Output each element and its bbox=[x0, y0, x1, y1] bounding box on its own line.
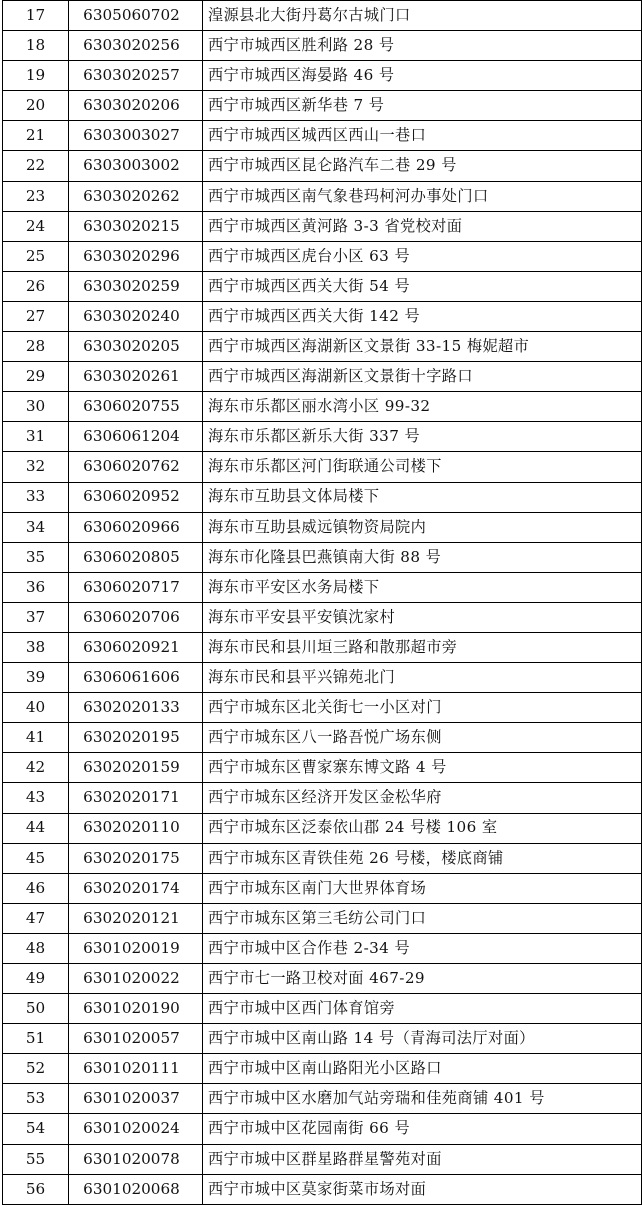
address-cell: 海东市民和县川垣三路和散那超市旁 bbox=[203, 632, 642, 662]
address-cell: 西宁市城东区青铁佳苑 26 号楼，楼底商铺 bbox=[203, 843, 642, 873]
row-number-cell: 48 bbox=[3, 933, 69, 963]
table-row bbox=[3, 1054, 642, 1084]
address-cell: 西宁市城西区海湖新区文景街十字路口 bbox=[203, 362, 642, 392]
table-row bbox=[3, 1174, 642, 1204]
table-row bbox=[3, 91, 642, 121]
table-row bbox=[3, 1084, 642, 1114]
address-cell: 西宁市城西区黄河路 3-3 省党校对面 bbox=[203, 211, 642, 241]
row-number-cell: 47 bbox=[3, 903, 69, 933]
table-row bbox=[3, 933, 642, 963]
station-code-cell: 6303020240 bbox=[69, 301, 203, 331]
address-cell: 海东市乐都区河门街联通公司楼下 bbox=[203, 452, 642, 482]
table-row bbox=[3, 422, 642, 452]
table-row bbox=[3, 903, 642, 933]
station-code-cell: 6301020068 bbox=[69, 1174, 203, 1204]
table-row bbox=[3, 663, 642, 693]
station-code-cell: 6303020205 bbox=[69, 332, 203, 362]
station-code-cell: 6302020133 bbox=[69, 693, 203, 723]
station-code-cell: 6306061204 bbox=[69, 422, 203, 452]
station-code-cell: 6303003002 bbox=[69, 151, 203, 181]
address-cell: 西宁市城中区群星路群星警苑对面 bbox=[203, 1144, 642, 1174]
row-number-cell: 40 bbox=[3, 693, 69, 723]
row-number-cell: 51 bbox=[3, 1024, 69, 1054]
table-row bbox=[3, 632, 642, 662]
table-row bbox=[3, 181, 642, 211]
address-cell: 西宁市城东区北关街七一小区对门 bbox=[203, 693, 642, 723]
address-cell: 西宁市城中区南山路 14 号（青海司法厅对面） bbox=[203, 1024, 642, 1054]
station-code-cell: 6303020206 bbox=[69, 91, 203, 121]
row-number-cell: 56 bbox=[3, 1174, 69, 1204]
row-number-cell: 37 bbox=[3, 602, 69, 632]
address-cell: 海东市化隆县巴燕镇南大街 88 号 bbox=[203, 542, 642, 572]
address-cell: 湟源县北大街丹葛尔古城门口 bbox=[203, 1, 642, 31]
table-row bbox=[3, 783, 642, 813]
row-number-cell: 49 bbox=[3, 964, 69, 994]
station-code-cell: 6306020762 bbox=[69, 452, 203, 482]
station-code-cell: 6301020078 bbox=[69, 1144, 203, 1174]
table-row bbox=[3, 392, 642, 422]
station-code-cell: 6306020706 bbox=[69, 602, 203, 632]
station-code-cell: 6303020257 bbox=[69, 61, 203, 91]
station-code-cell: 6302020159 bbox=[69, 753, 203, 783]
table-row bbox=[3, 542, 642, 572]
row-number-cell: 25 bbox=[3, 241, 69, 271]
station-code-cell: 6305060702 bbox=[69, 1, 203, 31]
station-code-cell: 6303020259 bbox=[69, 271, 203, 301]
station-code-cell: 6301020190 bbox=[69, 994, 203, 1024]
station-code-cell: 6302020171 bbox=[69, 783, 203, 813]
table-row bbox=[3, 362, 642, 392]
address-cell: 海东市乐都区新乐大街 337 号 bbox=[203, 422, 642, 452]
row-number-cell: 19 bbox=[3, 61, 69, 91]
address-cell: 西宁市城西区新华巷 7 号 bbox=[203, 91, 642, 121]
station-code-cell: 6303003027 bbox=[69, 121, 203, 151]
row-number-cell: 21 bbox=[3, 121, 69, 151]
address-cell: 西宁市城西区海湖新区文景街 33-15 梅妮超市 bbox=[203, 332, 642, 362]
address-cell: 西宁市七一路卫校对面 467-29 bbox=[203, 964, 642, 994]
station-code-cell: 6306020952 bbox=[69, 482, 203, 512]
row-number-cell: 41 bbox=[3, 723, 69, 753]
table-row bbox=[3, 61, 642, 91]
table-row bbox=[3, 602, 642, 632]
row-number-cell: 31 bbox=[3, 422, 69, 452]
address-cell: 海东市互助县威远镇物资局院内 bbox=[203, 512, 642, 542]
station-code-cell: 6301020024 bbox=[69, 1114, 203, 1144]
row-number-cell: 24 bbox=[3, 211, 69, 241]
address-cell: 西宁市城西区虎台小区 63 号 bbox=[203, 241, 642, 271]
row-number-cell: 54 bbox=[3, 1114, 69, 1144]
station-code-cell: 6306061606 bbox=[69, 663, 203, 693]
station-code-cell: 6306020805 bbox=[69, 542, 203, 572]
table-row bbox=[3, 301, 642, 331]
address-cell: 西宁市城中区合作巷 2-34 号 bbox=[203, 933, 642, 963]
address-cell: 西宁市城中区花园南街 66 号 bbox=[203, 1114, 642, 1144]
row-number-cell: 52 bbox=[3, 1054, 69, 1084]
address-cell: 西宁市城东区第三毛纺公司门口 bbox=[203, 903, 642, 933]
address-cell: 西宁市城西区南气象巷玛柯河办事处门口 bbox=[203, 181, 642, 211]
row-number-cell: 39 bbox=[3, 663, 69, 693]
address-cell: 西宁市城西区昆仑路汽车二巷 29 号 bbox=[203, 151, 642, 181]
address-cell: 西宁市城西区海晏路 46 号 bbox=[203, 61, 642, 91]
row-number-cell: 43 bbox=[3, 783, 69, 813]
station-code-cell: 6303020262 bbox=[69, 181, 203, 211]
table-row bbox=[3, 873, 642, 903]
table-row bbox=[3, 121, 642, 151]
station-table bbox=[2, 0, 642, 1205]
address-cell: 西宁市城东区经济开发区金松华府 bbox=[203, 783, 642, 813]
row-number-cell: 20 bbox=[3, 91, 69, 121]
table-row bbox=[3, 31, 642, 61]
row-number-cell: 35 bbox=[3, 542, 69, 572]
row-number-cell: 50 bbox=[3, 994, 69, 1024]
station-code-cell: 6301020111 bbox=[69, 1054, 203, 1084]
station-code-cell: 6301020019 bbox=[69, 933, 203, 963]
row-number-cell: 33 bbox=[3, 482, 69, 512]
station-code-cell: 6302020175 bbox=[69, 843, 203, 873]
address-cell: 西宁市城东区南门大世界体育场 bbox=[203, 873, 642, 903]
row-number-cell: 32 bbox=[3, 452, 69, 482]
address-cell: 西宁市城东区曹家寨东博文路 4 号 bbox=[203, 753, 642, 783]
table-row bbox=[3, 211, 642, 241]
address-cell: 西宁市城中区西门体育馆旁 bbox=[203, 994, 642, 1024]
station-code-cell: 6306020755 bbox=[69, 392, 203, 422]
table-row bbox=[3, 452, 642, 482]
row-number-cell: 36 bbox=[3, 572, 69, 602]
address-cell: 西宁市城中区南山路阳光小区路口 bbox=[203, 1054, 642, 1084]
station-code-cell: 6303020215 bbox=[69, 211, 203, 241]
row-number-cell: 30 bbox=[3, 392, 69, 422]
row-number-cell: 26 bbox=[3, 271, 69, 301]
table-row bbox=[3, 723, 642, 753]
address-cell: 西宁市城中区水磨加气站旁瑞和佳苑商铺 401 号 bbox=[203, 1084, 642, 1114]
row-number-cell: 42 bbox=[3, 753, 69, 783]
table-row bbox=[3, 1024, 642, 1054]
table-row bbox=[3, 241, 642, 271]
table-row bbox=[3, 332, 642, 362]
table-row bbox=[3, 572, 642, 602]
table-row bbox=[3, 1, 642, 31]
row-number-cell: 44 bbox=[3, 813, 69, 843]
row-number-cell: 38 bbox=[3, 632, 69, 662]
station-code-cell: 6306020717 bbox=[69, 572, 203, 602]
table-body bbox=[3, 1, 642, 1205]
station-code-cell: 6303020256 bbox=[69, 31, 203, 61]
address-cell: 海东市互助县文体局楼下 bbox=[203, 482, 642, 512]
station-code-cell: 6302020195 bbox=[69, 723, 203, 753]
station-code-cell: 6303020296 bbox=[69, 241, 203, 271]
table-row bbox=[3, 1144, 642, 1174]
address-cell: 西宁市城西区西关大街 142 号 bbox=[203, 301, 642, 331]
address-cell: 海东市乐都区丽水湾小区 99-32 bbox=[203, 392, 642, 422]
address-cell: 海东市民和县平兴锦苑北门 bbox=[203, 663, 642, 693]
address-cell: 西宁市城西区城西区西山一巷口 bbox=[203, 121, 642, 151]
row-number-cell: 18 bbox=[3, 31, 69, 61]
row-number-cell: 27 bbox=[3, 301, 69, 331]
row-number-cell: 55 bbox=[3, 1144, 69, 1174]
address-cell: 西宁市城西区西关大街 54 号 bbox=[203, 271, 642, 301]
station-code-cell: 6302020121 bbox=[69, 903, 203, 933]
table-row bbox=[3, 964, 642, 994]
address-cell: 西宁市城东区八一路吾悦广场东侧 bbox=[203, 723, 642, 753]
station-code-cell: 6303020261 bbox=[69, 362, 203, 392]
table-row bbox=[3, 271, 642, 301]
row-number-cell: 22 bbox=[3, 151, 69, 181]
row-number-cell: 28 bbox=[3, 332, 69, 362]
address-cell: 海东市平安县平安镇沈家村 bbox=[203, 602, 642, 632]
table-row bbox=[3, 693, 642, 723]
address-cell: 西宁市城东区泛泰依山郡 24 号楼 106 室 bbox=[203, 813, 642, 843]
row-number-cell: 45 bbox=[3, 843, 69, 873]
row-number-cell: 34 bbox=[3, 512, 69, 542]
table-row bbox=[3, 753, 642, 783]
station-code-cell: 6306020966 bbox=[69, 512, 203, 542]
table-row bbox=[3, 512, 642, 542]
row-number-cell: 17 bbox=[3, 1, 69, 31]
table-row bbox=[3, 994, 642, 1024]
row-number-cell: 23 bbox=[3, 181, 69, 211]
station-code-cell: 6306020921 bbox=[69, 632, 203, 662]
address-cell: 西宁市城西区胜利路 28 号 bbox=[203, 31, 642, 61]
address-cell: 西宁市城中区莫家街菜市场对面 bbox=[203, 1174, 642, 1204]
station-code-cell: 6301020037 bbox=[69, 1084, 203, 1114]
table-row bbox=[3, 843, 642, 873]
station-code-cell: 6301020022 bbox=[69, 964, 203, 994]
station-code-cell: 6302020174 bbox=[69, 873, 203, 903]
row-number-cell: 53 bbox=[3, 1084, 69, 1114]
row-number-cell: 46 bbox=[3, 873, 69, 903]
table-row bbox=[3, 813, 642, 843]
table-row bbox=[3, 482, 642, 512]
table-row bbox=[3, 1114, 642, 1144]
address-cell: 海东市平安区水务局楼下 bbox=[203, 572, 642, 602]
table-row bbox=[3, 151, 642, 181]
station-code-cell: 6302020110 bbox=[69, 813, 203, 843]
station-code-cell: 6301020057 bbox=[69, 1024, 203, 1054]
row-number-cell: 29 bbox=[3, 362, 69, 392]
